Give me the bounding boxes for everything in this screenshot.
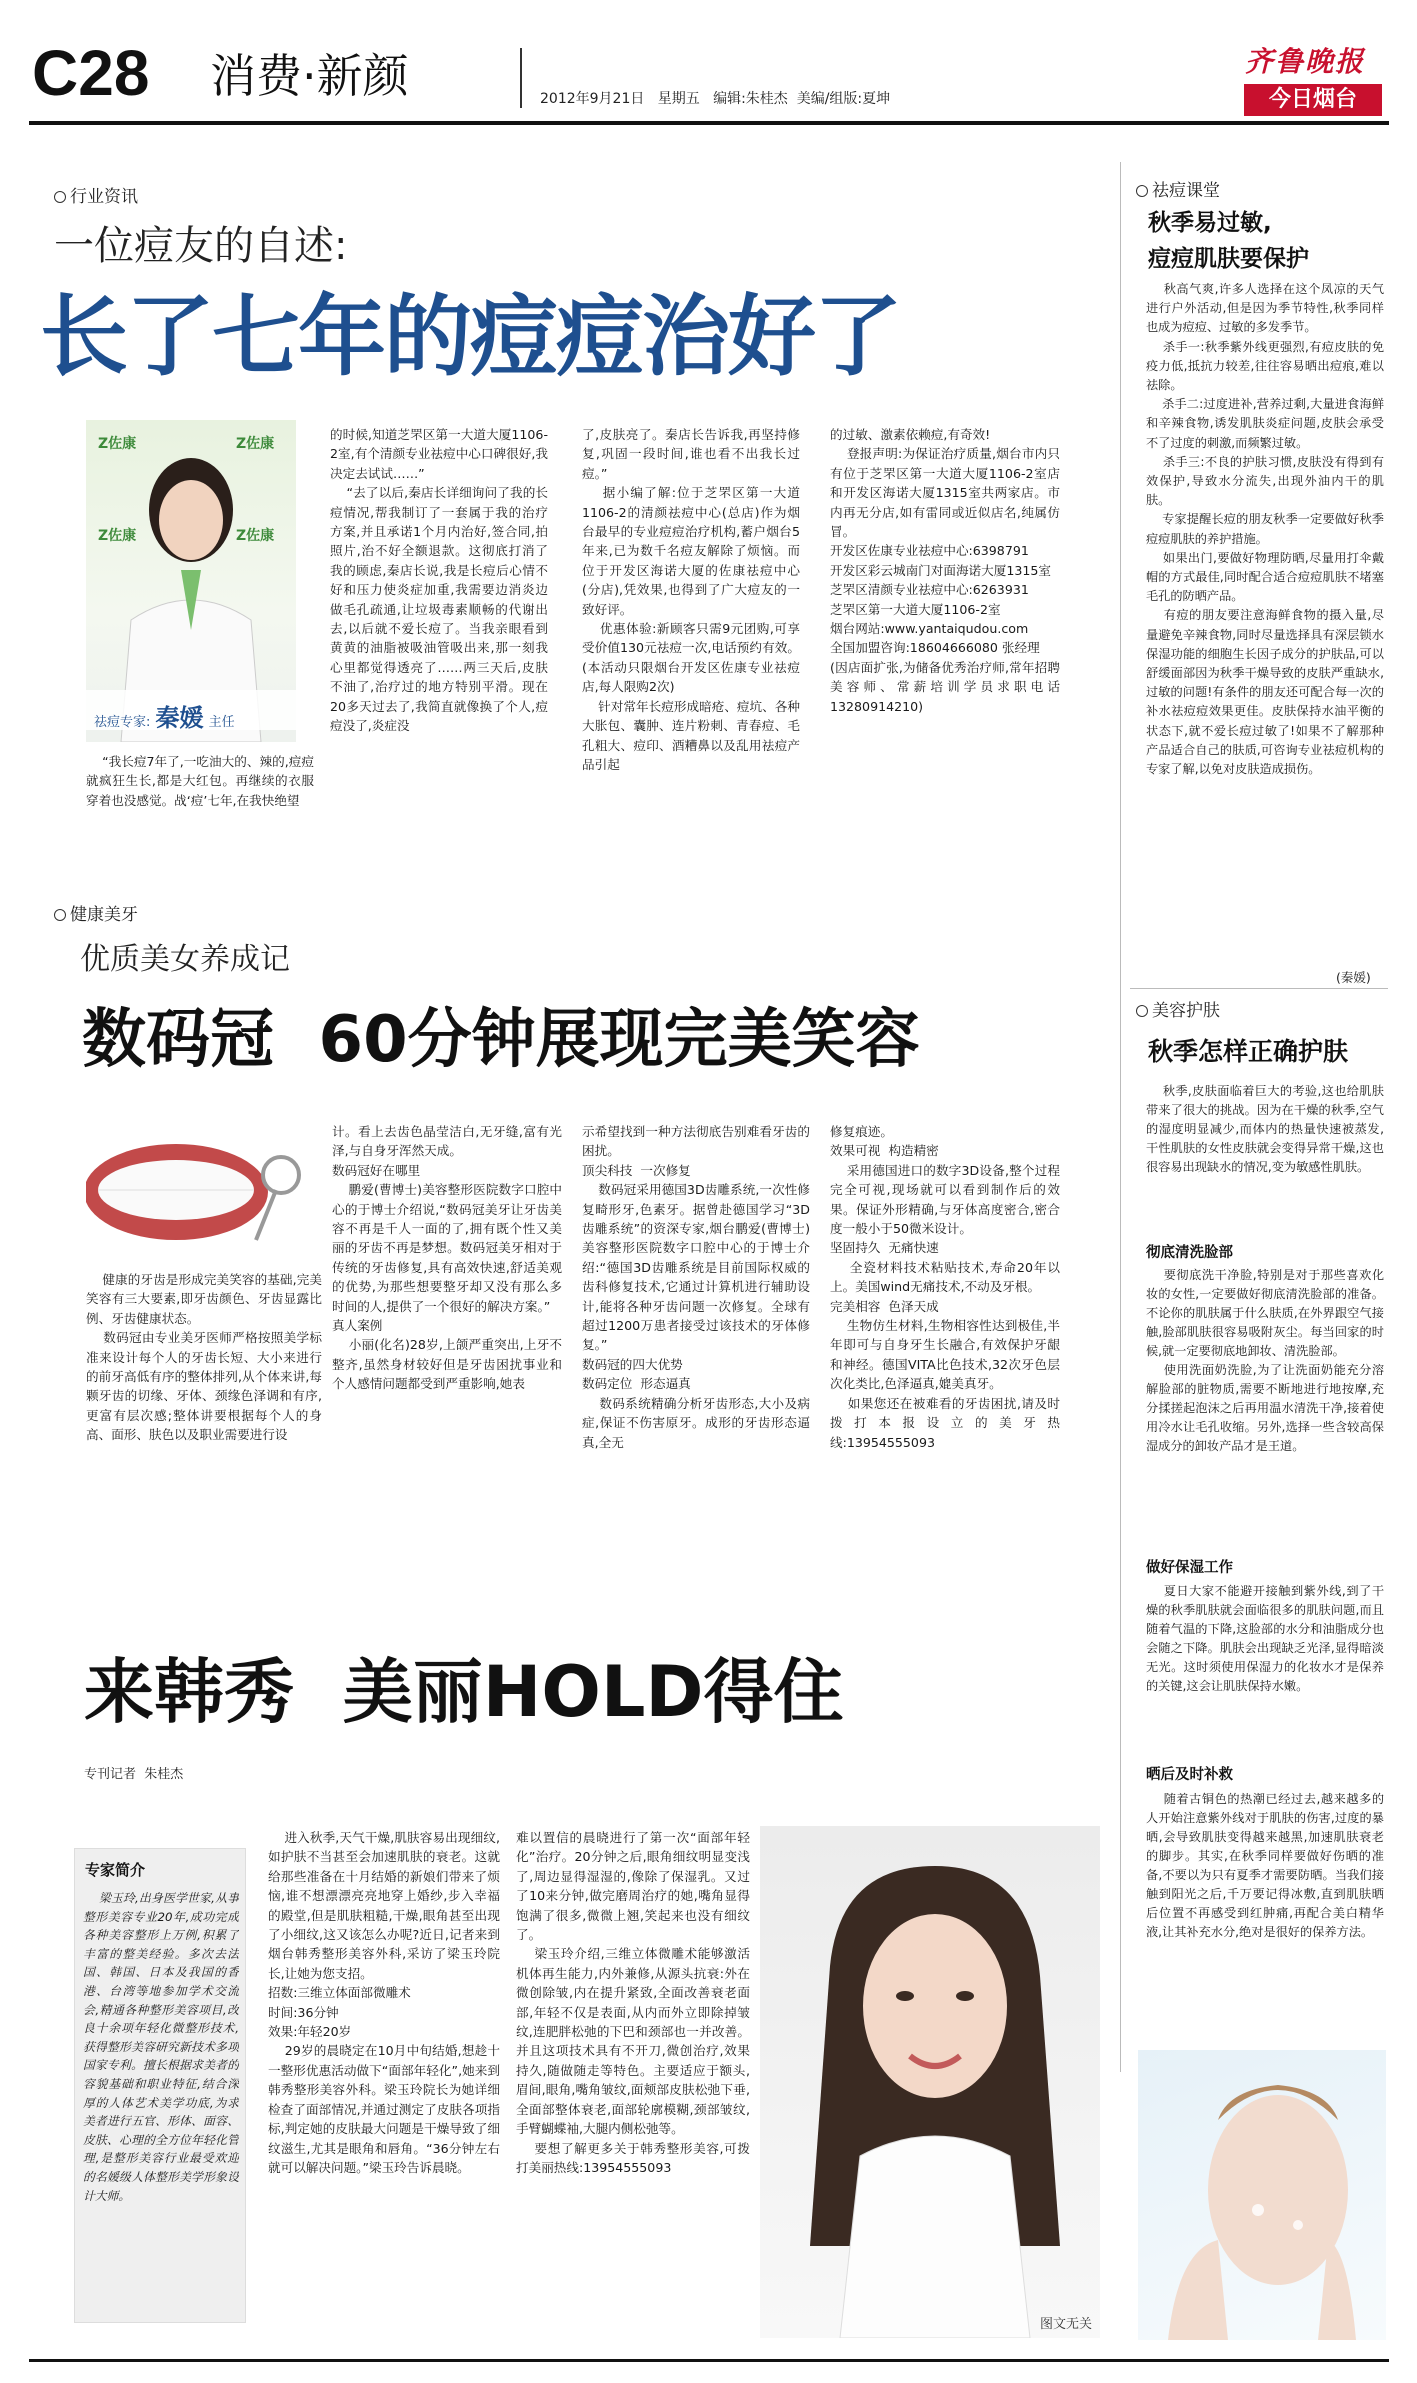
issue-info [540, 88, 890, 108]
article2-col1: 健康的牙齿是形成完美笑容的基础,完美笑容有三大要素,即牙齿颜色、牙齿显露比例、牙齿健康状态。 数码冠由专业美牙医师严格按照美学标准来设计每个人的牙齿长短、大小来进行的前牙高低有序的整体排列,从个体来讲,每颗牙齿的切缘、牙体、颈缘色泽调和有序,更富有层次感;整体讲要根据每个人的身高、面形、肤色以及职业需要进行设 [86, 1272, 322, 1443]
article2-col2: 计。看上去齿色晶莹洁白,无牙缝,富有光泽,与自身牙浑然天成。 数码冠好在哪里 鹏爱(曹博士)美容整形医院数字口腔中心的于博士介绍说,“数码冠美牙让牙齿美容不再是千人一面的了,拥有既个性又美丽的牙齿不再是梦想。数码冠美牙相对于传统的牙齿修复,具有高效快速,舒适美观的优势,为那些想要整牙却又没有那么多时间的人,提供了一个很好的解决方案。” 真人案例 小丽(化名)28岁,上颌严重突出,上牙不整齐,虽然身材较好但是牙齿困扰事业和个人感情问题都受到严重影响,她表 [332, 1124, 562, 1392]
header-rule [29, 121, 1389, 125]
sidebar2-tag-label: 美容护肤 [1152, 1001, 1220, 1021]
expert-profile-text: 梁玉玲,出身医学世家,从事整形美容专业20年,成功完成各种美容整形上万例,积累了丰富的整美经验。多次去法国、韩国、日本及我国的香港、台湾等地参加学术交流会,精通各种整形美容项目,改良十余项年轻化微整形技术,获得整形美容研究新技术多项国家专利。擅长根据求美者的容貌基础和职业特征,结合深厚的人体艺术美学功底,为求美者进行五官、形体、面容、皮肤、心理的全方位年轻化管理,是整形美容行业最受欢迎的名媛级人体整形美学形象设计大师。 [83, 1891, 239, 2203]
sidebar2-title: 秋季怎样正确护肤 [1148, 1037, 1349, 1066]
article1-col4: 的过敏、激素依赖痘,有奇效! 登报声明:为保证治疗质量,烟台市内只有位于芝罘区第一大道大厦1106-2室店和开发区海诺大厦1315室共两家店。市内再无分店,如有雷同或近似店名,纯属仿冒。 开发区佐康专业祛痘中心:6398791 开发区彩云城南门对面海诺大厦1315室 芝罘区清颜专业祛痘中心:6263931 芝罘区第一大道大厦1106-2室 烟台网站:www.yantaiqudou.com 全国加盟咨询:18604666080 张经理 (因店面扩张,为储备优秀治疗师,常年招聘美容师、常薪培训学员求职电话13280914210) [830, 427, 1060, 714]
sidebar1-title-line1: 秋季易过敏, [1148, 210, 1272, 236]
sidebar1-tag-label: 祛痘课堂 [1152, 181, 1220, 201]
article1-tag-label: 行业资讯 [70, 187, 138, 207]
expert-photo-label: 祛痘专家: [94, 715, 151, 730]
sidebar2-p2: 要彻底洗干净脸,特别是对于那些喜欢化妆的女性,一定要做好彻底清洗脸部的准备。不论你的肌肤属于什么肤质,在外界跟空气接触,脸部肌肤很容易吸附灰尘。每当回家的时候,就一定要彻底地卸妆、清洗脸部。 使用洗面奶洗脸,为了让洗面奶能充分溶解脸部的脏物质,需要不断地进行地按摩,充分揉搓起泡沫之后再用温水清洗干净,接着使用冷水让毛孔收缩。另外,选择一些含较高保湿成分的卸妆产品才是王道。 [1146, 1268, 1384, 1453]
expert-profile-box [74, 1848, 246, 2323]
sidebar-divider [1130, 988, 1388, 989]
region-badge: 今日烟台 [1244, 84, 1382, 116]
svg-text:Z佐康: Z佐康 [98, 436, 137, 452]
column-separator [1120, 162, 1121, 2072]
article1-col2: 的时候,知道芝罘区第一大道大厦1106-2室,有个清颜专业祛痘中心口碑很好,我决定去试试……” “去了以后,秦店长详细询问了我的长痘情况,帮我制订了一套属于我的治疗方案,并且承诺1个月内治好,签合同,拍照片,治不好全额退款。这彻底打消了我的顾虑,秦店长说,我是长痘后心情不好和压力使炎症加重,我需要边消炎边做毛孔疏通,让垃圾毒素顺畅的代谢出去,以后就不爱长痘了。当我亲眼看到黄黄的油脂被吸油管吸出来,那一刻我心里都觉得透亮了……两三天后,皮肤不油了,治疗过的地方特别平滑。现在20多天过去了,我简直就像换了个人,痘痘没了,炎症没 [330, 427, 548, 734]
expert-profile-title: 专家简介 [85, 1861, 146, 1879]
svg-text:Z佐康: Z佐康 [236, 528, 275, 544]
svg-text:Z佐康: Z佐康 [236, 436, 275, 452]
teeth-illustration [86, 1120, 306, 1262]
sidebar2-h3: 做好保湿工作 [1146, 1560, 1233, 1576]
bride-illustration [760, 1826, 1100, 2338]
article2-tag-label: 健康美牙 [70, 905, 138, 925]
article2-col3: 示希望找到一种方法彻底告别难看牙齿的困扰。 顶尖科技 一次修复 数码冠采用德国3D齿雕系统,一次性修复畸形牙,色素牙。据曾赴德国学习“3D齿雕系统”的资深专家,烟台鹏爱(曹博士)美容整形医院数字口腔中心的于博士介绍:“德国3D齿雕系统是目前国际权威的齿科修复技术,它通过计算机进行辅助设计,能将各种牙齿问题一次修复。全球有超过1200万患者接受过该技术的牙体修复。” 数码冠的四大优势 数码定位 形态逼真 数码系统精确分析牙齿形态,大小及病症,保证不伤害原牙。成形的牙齿形态逼真,全无 [582, 1124, 810, 1450]
expert-photo [86, 420, 296, 742]
smile-photo [86, 1120, 306, 1262]
article2-tag [54, 900, 138, 925]
article1-headline: 长了七年的痘痘治好了 [40, 285, 901, 388]
article3-col2: 难以置信的晨晓进行了第一次“面部年轻化”治疗。20分钟之后,眼角细纹明显变浅了,周边显得湿湿的,像除了保湿乳。又过了10来分钟,做完磨周治疗的她,嘴角显得饱满了很多,微微上翘,笑起来也没有细纹了。 梁玉玲介绍,三维立体微雕术能够激活机体再生能力,内外兼修,从源头抗衰:外在微创除皱,内在提升紧致,全面改善衰老面部,年轻不仅是表面,从内而外立即除掉皱纹,连肥胖松弛的下巴和颈部也一并改善。并且这项技术具有不开刀,微创治疗,效果持久,随做随走等特色。主要适应于额头,眉间,眼角,嘴角皱纹,面颊部皮肤松弛下垂,全面部整体衰老,面部轮廓模糊,颈部皱纹,手臂蝴蝶袖,大腿内侧松弛等。 要想了解更多关于韩秀整形美容,可拨打美丽热线:13954555093 [516, 1830, 750, 2175]
sidebar2-h2: 彻底清洗脸部 [1146, 1245, 1233, 1261]
page-number: C28 [32, 37, 150, 109]
sidebar2-p1: 秋季,皮肤面临着巨大的考验,这也给肌肤带来了很大的挑战。因为在干燥的秋季,空气的湿度明显减少,而体内的热量快速被蒸发,干性肌肤的女性皮肤就会变得异常干燥,这也很容易出现缺水的情况,变为敏感性肌肤。 [1146, 1084, 1384, 1174]
issue-weekday: 星期五 [657, 91, 700, 107]
article3-col1: 进入秋季,天气干燥,肌肤容易出现细纹,如护肤不当甚至会加速肌肤的衰老。这就给那些准备在十月结婚的新娘们带来了烦恼,谁不想漂漂亮亮地穿上婚纱,步入幸福的殿堂,但是肌肤粗糙,干燥,眼角甚至出现了小细纹,这又该怎么办呢?近日,记者来到烟台韩秀整形美容外科,采访了梁玉玲院长,让她为您支招。 招数:三维立体面部微雕术 时间:36分钟 效果:年轻20岁 29岁的晨晓定在10月中旬结婚,想趁十一整形优惠活动做下“面部年轻化”,她来到韩秀整形美容外科。梁玉玲院长为她详细检查了面部情况,并通过测定了皮肤各项指标,判定她的皮肤最大问题是干燥导致了细纹滋生,尤其是眼角和唇角。“36分钟左右就可以解决问题。”梁玉玲告诉晨晓。 [268, 1830, 500, 2175]
article1-kicker: 一位痘友的自述: [54, 223, 348, 269]
expert-photo-name: 秦媛 [155, 704, 204, 732]
sidebar1-tag [1136, 176, 1220, 201]
editor-credit: 编辑:朱桂杰 [713, 91, 788, 107]
sidebar2-p3: 夏日大家不能避开接触到紫外线,到了干燥的秋季肌肤就会面临很多的肌肤问题,而且随着气温的下降,这脸部的水分和油脂成分也会随之下降。肌肤会出现缺乏光泽,显得暗淡无光。这时须使用保湿力的化妆水才是保养的关键,这会让肌肤保持水嫩。 [1146, 1584, 1384, 1693]
bride-photo-caption: 图文无关 [1039, 2317, 1092, 2332]
bullet-icon [1136, 185, 1148, 197]
sidebar1-title-line2: 痘痘肌肤要保护 [1148, 246, 1309, 272]
footer-rule [29, 2359, 1389, 2362]
article3-reporter: 专刊记者 朱桂杰 [84, 1767, 184, 1782]
sidebar2-p4: 随着古铜色的热潮已经过去,越来越多的人开始注意紫外线对于肌肤的伤害,过度的暴晒,会导致肌肤变得越来越黑,加速肌肤衰老的脚步。其实,在秋季同样要做好伤晒的准备,不要以为只有夏季才需要防晒。当我们接触到阳光之后,千万要记得冰敷,直到肌肤晒后位置不再感受到红肿痛,再配合美白精华液,让其补充水分,绝对是很好的保养方法。 [1146, 1792, 1384, 1939]
bride-photo [760, 1826, 1100, 2338]
sidebar2-h4: 晒后及时补救 [1146, 1767, 1233, 1783]
section-title: 消费·新颜 [210, 49, 409, 103]
article1-col3: 了,皮肤亮了。秦店长告诉我,再坚持修复,巩固一段时间,谁也看不出我长过痘。” 据小编了解:位于芝罘区第一大道1106-2的清颜祛痘中心(总店)作为烟台最早的专业痘痘治疗机构,蓄户烟台5年来,已为数千名痘友解除了烦恼。而位于开发区海诺大厦的佐康祛痘中心(分店),凭效果,也得到了广大痘友的一致好评。 优惠体验:新顾客只需9元团购,可享受价值130元祛痘一次,电话预约有效。(本活动只限烟台开发区佐康专业祛痘店,每人限购2次) 针对常年长痘形成暗疮、痘坑、各种大胀包、囊肿、连片粉刺、青春痘、毛孔粗大、痘印、酒糟鼻以及乱用祛痘产品引起 [582, 427, 800, 772]
article1-tag [54, 182, 138, 207]
article2-col4: 修复痕迹。 效果可视 构造精密 采用德国进口的数字3D设备,整个过程完全可视,现场就可以看到制作后的效果。保证外形精确,与牙体高度密合,密合度一般小于50微米设计。 坚固持久 无痛快速 全瓷材料技术粘贴技术,寿命20年以上。美国wind无痛技术,不动及牙根。 完美相容 色泽天成 生物仿生材料,生物相容性达到极佳,半年即可与自身牙生长融合,有效保护牙龈和神经。德国VITA比色技术,32次牙色层次化类比,色泽逼真,媲美真牙。 如果您还在被难看的牙齿困扰,请及时拨打本报设立的美牙热线:13954555093 [830, 1124, 1060, 1450]
sidebar2-tag [1136, 996, 1220, 1021]
bullet-icon [54, 191, 66, 203]
designer-credit: 美编/组版:夏坤 [796, 91, 891, 107]
newspaper-logo: 齐鲁晚报 [1245, 45, 1366, 78]
article2-kicker: 优质美女养成记 [80, 942, 290, 977]
article3-headline: 来韩秀 美丽HOLD得住 [84, 1651, 844, 1733]
face-wash-photo [1138, 2050, 1386, 2340]
issue-date: 2012年9月21日 [540, 91, 645, 107]
bullet-icon [54, 909, 66, 921]
bullet-icon [1136, 1005, 1148, 1017]
page-header [0, 0, 1417, 125]
article1-col1: “我长痘7年了,一吃油大的、辣的,痘痘就疯狂生长,都是大红包。再继续的衣服穿着也没感觉。战‘痘’七年,在我快绝望 [86, 754, 314, 808]
expert-photo-role: 主任 [208, 715, 235, 730]
article2-headline: 数码冠 60分钟展现完美笑容 [82, 1003, 920, 1077]
svg-text:Z佐康: Z佐康 [98, 528, 137, 544]
sidebar1-text: 秋高气爽,许多人选择在这个凤凉的天气进行户外活动,但是因为季节特性,秋季同样也成为痘痘、过敏的多发季节。 杀手一:秋季紫外线更强烈,有痘皮肤的免疫力低,抵抗力较差,往往容易晒出痘痕,难以祛除。 杀手二:过度进补,营养过剩,大量进食海鲜和辛辣食物,诱发肌肤炎症问题,皮肤会承受不了过度的刺激,而频繁过敏。 杀手三:不良的护肤习惯,皮肤没有得到有效保护,导致水分流失,出现外油内干的肌肤。 专家提醒长痘的朋友秋季一定要做好秋季痘痘肌肤的养护措施。 如果出门,要做好物理防晒,尽量用打伞戴帽的方式最佳,同时配合适合痘痘肌肤不堵塞毛孔的防晒产品。 有痘的朋友要注意海鲜食物的摄入量,尽量避免辛辣食物,同时尽量选择具有深层锁水保湿功能的细胞生长因子成分的护肤品,可以舒缓面部因为秋季干燥导致的皮肤严重缺水,过敏的问题!有条件的朋友还可配合每一次的补水祛痘痘效果更佳。皮肤保持水油平衡的状态下,就不爱长痘过敏了!如果不了解那种产品适合自己的肤质,可咨询专业祛痘机构的专家了解,以免对皮肤造成损伤。 [1146, 282, 1384, 777]
sidebar1-signature: (秦媛) [1336, 970, 1371, 985]
face-wash-illustration [1138, 2050, 1386, 2340]
